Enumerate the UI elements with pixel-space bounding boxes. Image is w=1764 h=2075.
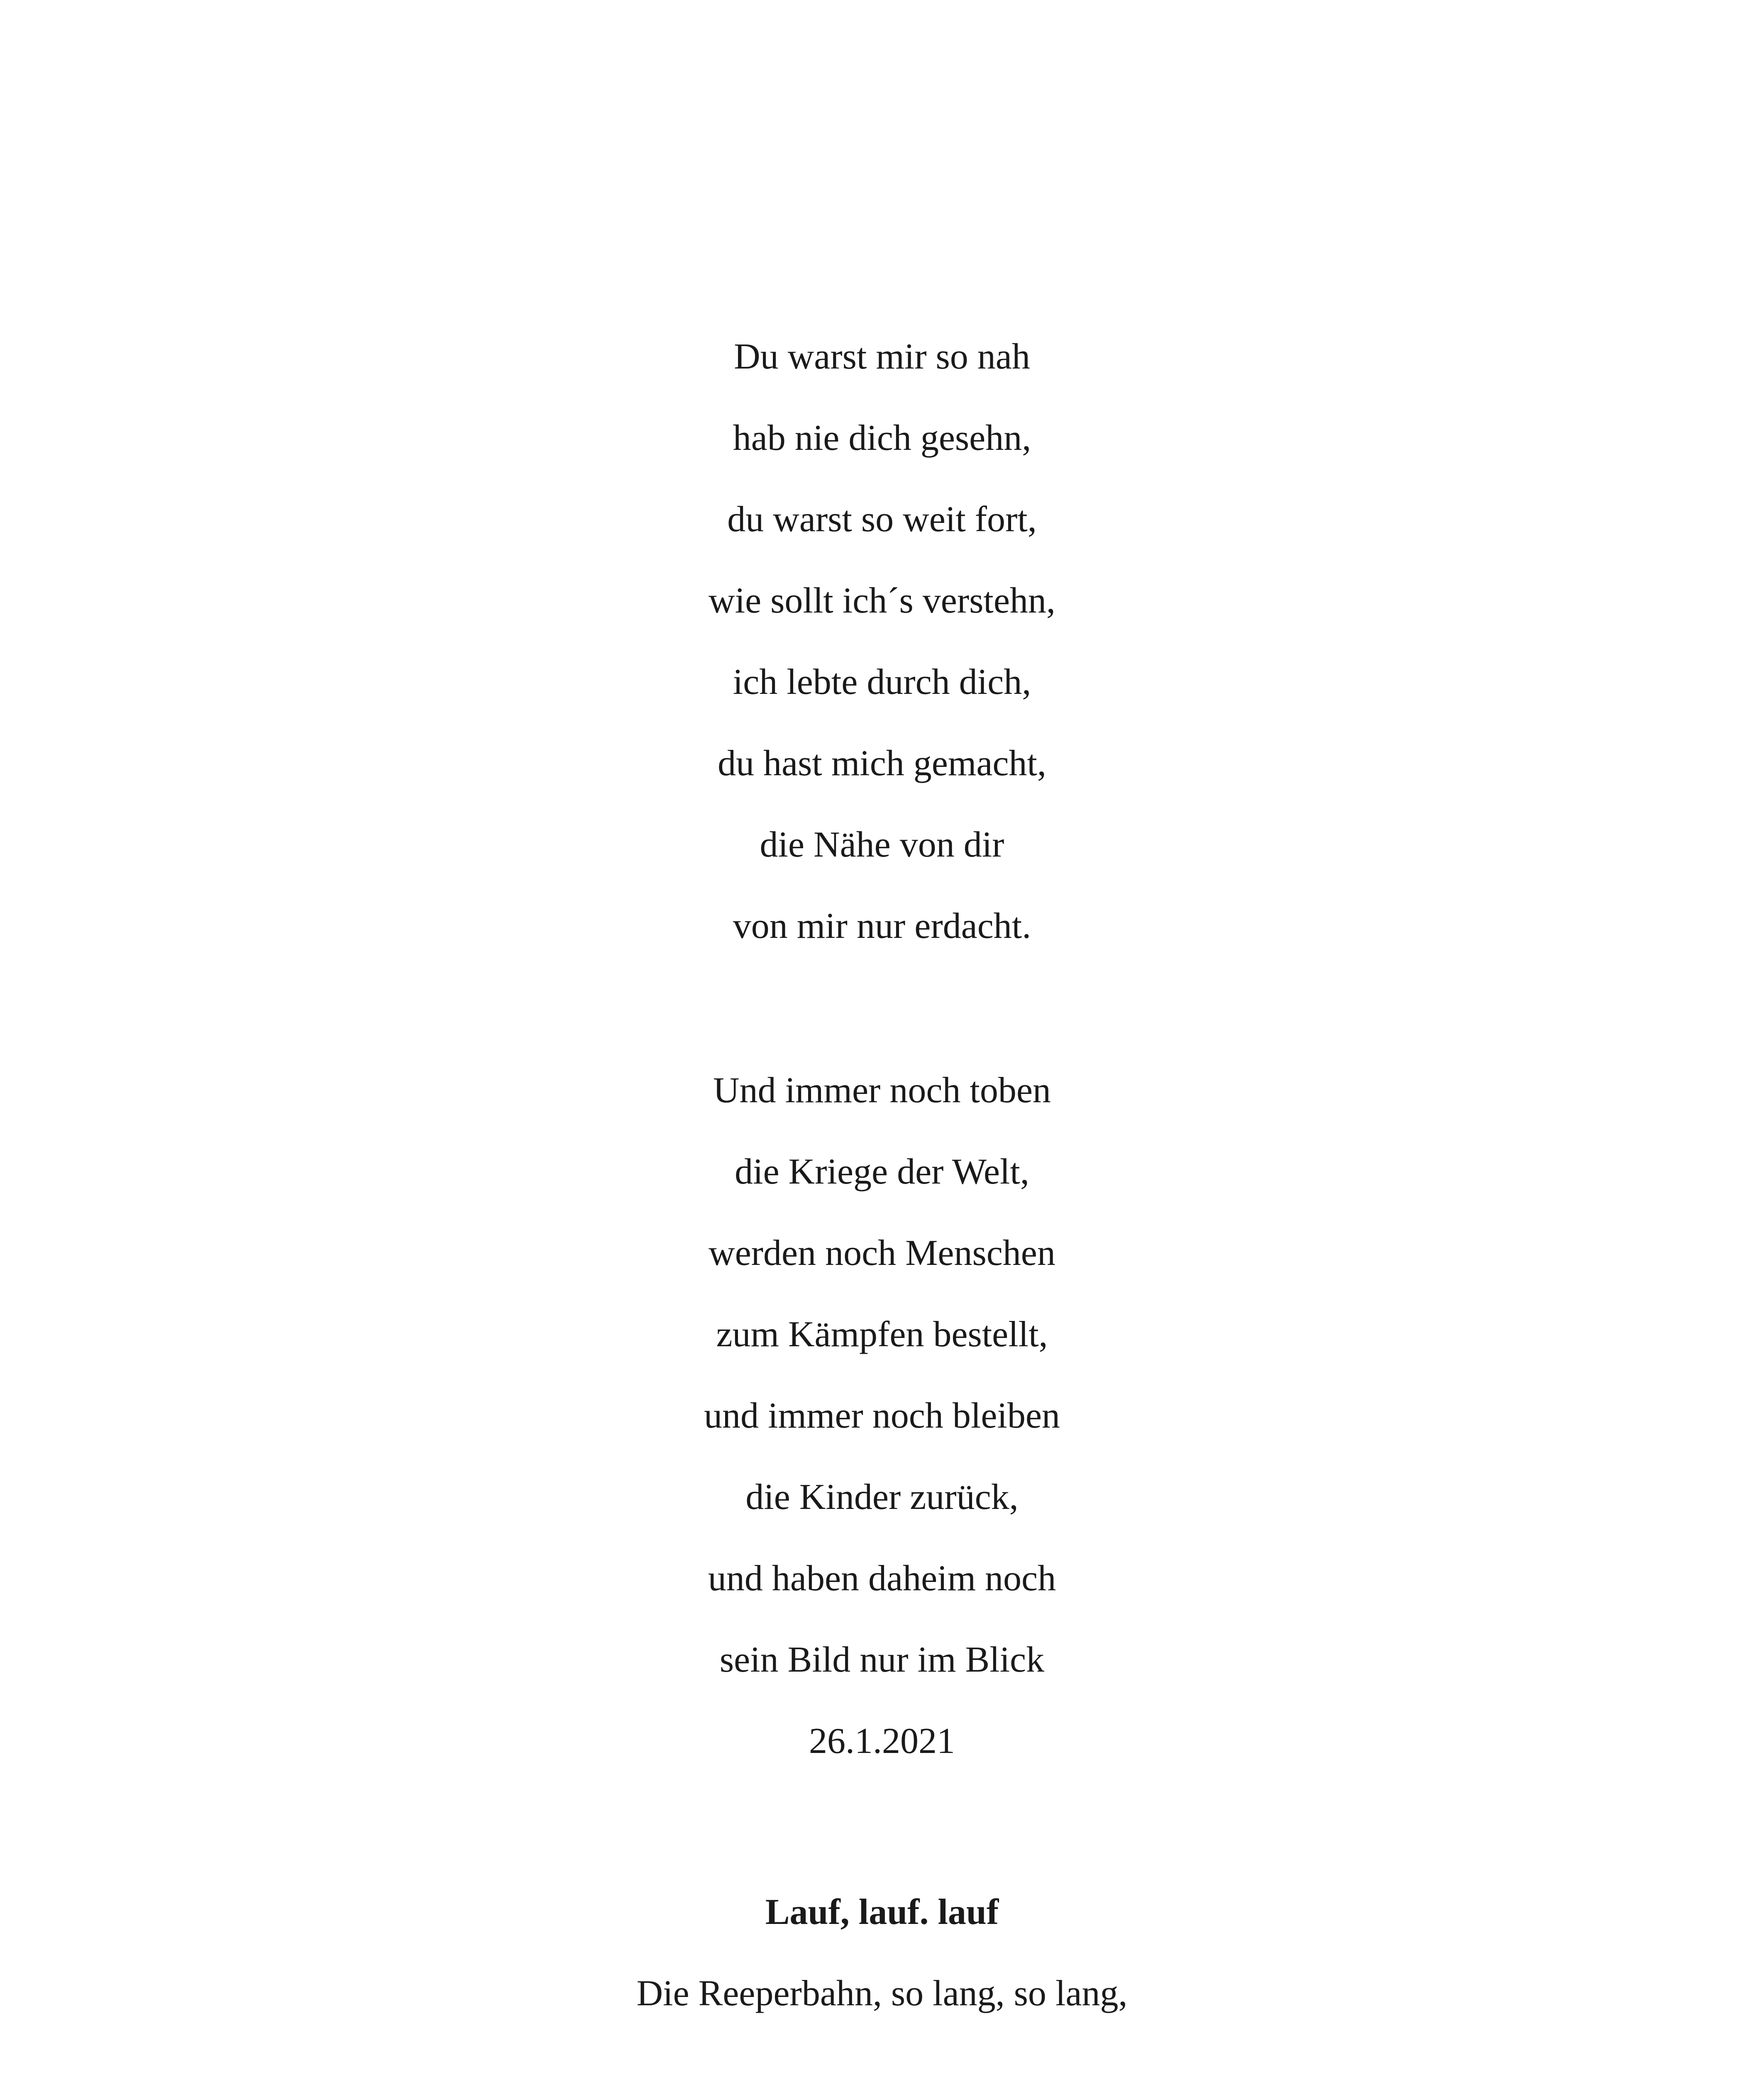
poem-line: sein Bild nur im Blick bbox=[719, 1640, 1045, 1680]
poem-line: ich lebte durch dich, bbox=[733, 662, 1031, 702]
poem-line: die Kinder zurück, bbox=[745, 1477, 1019, 1517]
poem-line: du warst so weit fort, bbox=[727, 499, 1037, 540]
poem-line: von mir nur erdacht. bbox=[733, 906, 1031, 946]
poem-line: die Kriege der Welt, bbox=[735, 1152, 1029, 1192]
poem-line: werden noch Menschen bbox=[709, 1233, 1055, 1273]
poem-line: wie sollt ich´s verstehn, bbox=[709, 581, 1055, 621]
poem-line: und immer noch bleiben bbox=[704, 1396, 1060, 1436]
poem-line: hab nie dich gesehn, bbox=[733, 418, 1031, 458]
poem-line: Du warst mir so nah bbox=[734, 337, 1030, 377]
poem-stanza-2 bbox=[0, 1050, 1764, 1782]
poem-line: Und immer noch toben bbox=[713, 1070, 1051, 1111]
next-poem bbox=[0, 1872, 1764, 2034]
poem-line: Die Reeperbahn, so lang, so lang, bbox=[636, 1973, 1128, 2014]
poem-date: 26.1.2021 bbox=[809, 1721, 955, 1761]
poem-line: die Nähe von dir bbox=[760, 825, 1004, 865]
poem-title: Lauf, lauf. lauf bbox=[765, 1892, 999, 1932]
poem-line: und haben daheim noch bbox=[708, 1558, 1056, 1599]
poem-line: zum Kämpfen bestellt, bbox=[716, 1314, 1048, 1355]
poem-stanza-1 bbox=[0, 316, 1764, 967]
poem-line: du hast mich gemacht, bbox=[718, 743, 1046, 784]
